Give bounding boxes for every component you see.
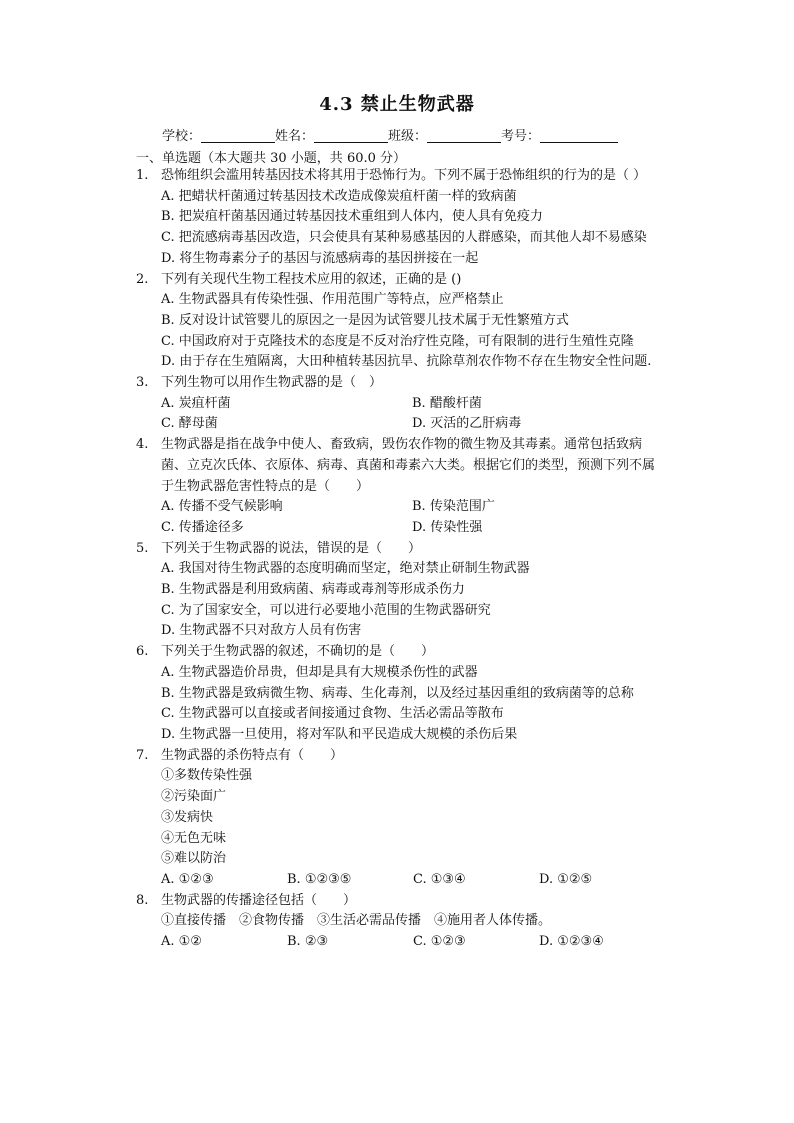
option-d: D. 生物武器一旦使用，将对军队和平民造成大规模的杀伤后果: [161, 726, 518, 742]
question-number: 2.: [136, 271, 149, 287]
statement-item: ⑤难以防治: [161, 851, 227, 867]
question-4: [136, 435, 666, 539]
exam-number-blank: [540, 128, 618, 143]
question-stem: 生物武器是指在战争中使人、畜致病，毁伤农作物的微生物及其毒素。通常包括致病菌、立克次氏体、衣原体、病毒、真菌和毒素六大类。根据它们的类型，预测下列不属于生物武器危害性特点的是（ ）: [161, 437, 656, 494]
option-d: D. 将生物毒素分子的基因与流感病毒的基因拼接在一起: [161, 250, 479, 266]
question-stem: 恐怖组织会滥用转基因技术将其用于恐怖行为。下列不属于恐怖组织的行为的是（ ）: [161, 168, 647, 183]
option-row: [161, 518, 666, 539]
student-info-line: [162, 125, 618, 144]
option-b: B. ②③: [287, 934, 329, 950]
option-a: A. 生物武器造价昂贵，但却是具有大规模杀伤性的武器: [161, 664, 478, 680]
statement-item: ②污染面广: [161, 789, 227, 805]
option-a: A. 我国对待生物武器的态度明确而坚定，绝对禁止研制生物武器: [161, 561, 530, 577]
option-a: A. ①②: [161, 934, 202, 950]
option-d: D. 生物武器不只对敌方人员有伤害: [161, 623, 362, 639]
option-a: A. ①②③: [161, 871, 214, 887]
option-c: C. 酵母菌: [161, 416, 218, 432]
option-c: C. 传播途径多: [161, 519, 244, 535]
question-3: [136, 373, 666, 435]
statement-item: ①多数传染性强: [161, 768, 253, 784]
option-d: D. ①②③④: [539, 934, 604, 950]
option-b: B. ①②③⑤: [287, 871, 352, 887]
statement-item: ③发病快: [161, 809, 214, 825]
question-5: [136, 539, 666, 643]
option-row: [161, 414, 666, 435]
option-a: A. 把蜡状杆菌通过转基因技术改造成像炭疽杆菌一样的致病菌: [161, 188, 517, 204]
option-c: C. 把流感病毒基因改造，只会使具有某种易感基因的人群感染，而其他人却不易感染: [161, 230, 647, 246]
question-number: 3.: [136, 375, 149, 391]
option-d: D. 由于存在生殖隔离，大田种植转基因抗旱、抗除草剂农作物不存在生物安全性问题.: [161, 354, 652, 370]
option-row: [161, 394, 666, 415]
option-b: B. 把炭疽杆菌基因通过转基因技术重组到人体内，使人具有免疫力: [161, 209, 543, 225]
question-number: 4.: [136, 437, 149, 453]
option-a: A. 传播不受气候影响: [161, 499, 283, 515]
option-b: B. 生物武器是致病微生物、病毒、生化毒剂，以及经过基因重组的致病菌等的总称: [161, 685, 634, 701]
option-row: [161, 497, 666, 518]
school-blank: [201, 128, 275, 143]
question-stem: 生物武器的传播途径包括（ ）: [161, 892, 357, 908]
school-label: 学校：: [162, 129, 202, 144]
question-list: [136, 166, 666, 953]
option-c: C. 中国政府对于克隆技术的态度是不反对治疗性克隆，可有限制的进行生殖性克隆: [161, 333, 634, 349]
question-stem: 下列关于生物武器的说法，错误的是（ ）: [161, 540, 422, 556]
option-c: C. ①③④: [413, 871, 466, 887]
option-b: B. 醋酸杆菌: [412, 395, 482, 411]
option-row: [161, 932, 666, 953]
question-8: [136, 891, 666, 953]
question-6: [136, 642, 666, 746]
statement-item: ①直接传播 ②食物传播 ③生活必需品传播 ④施用者人体传播。: [161, 913, 552, 929]
statement-item: ④无色无味: [161, 830, 227, 846]
option-d: D. 传染性强: [412, 519, 483, 535]
question-number: 8.: [136, 892, 149, 908]
question-number: 7.: [136, 747, 149, 763]
question-number: 5.: [136, 540, 149, 556]
question-1: [136, 166, 666, 270]
option-a: A. 炭疽杆菌: [161, 395, 231, 411]
option-row: [161, 870, 666, 891]
question-stem: 下列生物可以用作生物武器的是（ ）: [161, 375, 383, 391]
option-a: A. 生物武器具有传染性强、作用范围广等特点，应严格禁止: [161, 292, 504, 308]
option-d: D. 灭活的乙肝病毒: [412, 416, 522, 432]
option-b: B. 生物武器是利用致病菌、病毒或毒剂等形成杀伤力: [161, 582, 465, 598]
option-c: C. ①②③: [413, 934, 466, 950]
class-label: 班级：: [388, 129, 428, 144]
question-7: [136, 746, 666, 891]
question-stem: 下列有关现代生物工程技术应用的叙述，正确的是 (): [161, 271, 462, 287]
question-number: 6.: [136, 644, 149, 660]
option-b: B. 反对设计试管婴儿的原因之一是因为试管婴儿技术属于无性繁殖方式: [161, 312, 569, 328]
page-title: 4.3 禁止生物武器: [319, 94, 475, 115]
class-blank: [427, 128, 501, 143]
exam-number-label: 考号：: [501, 129, 541, 144]
option-d: D. ①②⑤: [539, 871, 593, 887]
question-number: 1.: [136, 168, 149, 183]
question-stem: 下列关于生物武器的叙述，不确切的是（ ）: [161, 644, 435, 660]
name-label: 姓名：: [275, 129, 315, 144]
name-blank: [314, 128, 388, 143]
option-b: B. 传染范围广: [412, 499, 495, 515]
question-stem: 生物武器的杀伤特点有（ ）: [161, 747, 344, 763]
option-c: C. 为了国家安全，可以进行必要地小范围的生物武器研究: [161, 602, 491, 618]
question-2: [136, 270, 666, 374]
section-heading: 一、单选题（本大题共 30 小题，共 60.0 分）: [136, 151, 407, 166]
option-c: C. 生物武器可以直接或者间接通过食物、生活必需品等散布: [161, 706, 504, 722]
